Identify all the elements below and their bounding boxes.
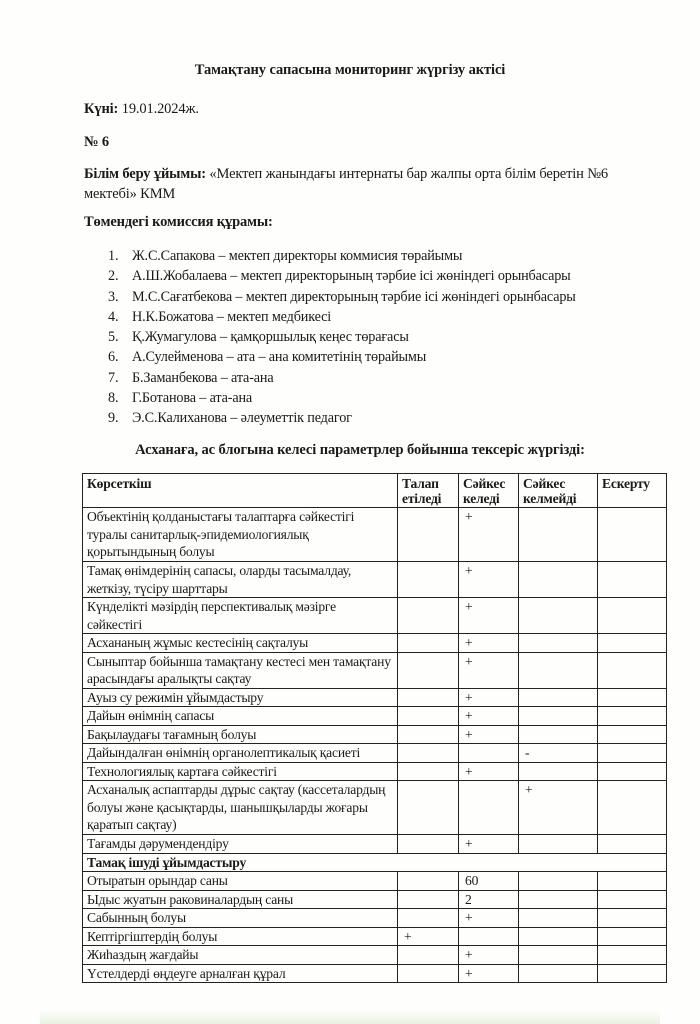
table-row	[83, 688, 667, 707]
member-item	[108, 287, 576, 307]
header-noncompliant: Сәйкес келмейді	[519, 474, 598, 508]
table-row	[83, 762, 667, 781]
required-cell	[398, 652, 459, 688]
table-row	[83, 598, 667, 634]
note-cell	[598, 762, 667, 781]
indicator-cell: Сыныптар бойынша тамақтану кестесі мен тамақтану арасындағы аралықты сақтау	[83, 652, 398, 688]
noncompliant-cell	[519, 872, 598, 891]
member-item	[108, 368, 576, 388]
compliant-cell: +	[459, 562, 519, 598]
indicator-cell: Ыдыс жуатын раковиналардың саны	[83, 890, 398, 909]
date-line	[84, 101, 199, 118]
compliant-cell	[459, 781, 519, 835]
scan-edge-shadow	[40, 1010, 660, 1024]
table-row	[83, 744, 667, 763]
compliant-cell: 60	[459, 872, 519, 891]
indicator-cell: Тағамды дәрумендендіру	[83, 835, 398, 854]
compliant-cell: +	[459, 688, 519, 707]
member-item	[108, 347, 576, 367]
member-number: 1.	[108, 248, 119, 264]
compliant-cell: +	[459, 964, 519, 983]
noncompliant-cell	[519, 927, 598, 946]
noncompliant-cell	[519, 762, 598, 781]
member-item	[108, 246, 576, 266]
required-cell: +	[398, 927, 459, 946]
document-number: № 6	[84, 134, 109, 150]
table-row	[83, 634, 667, 653]
required-cell	[398, 707, 459, 726]
required-cell	[398, 872, 459, 891]
header-required: Талап етіледі	[398, 474, 459, 508]
indicator-cell: Отыратын орындар саны	[83, 872, 398, 891]
required-cell	[398, 890, 459, 909]
required-cell	[398, 762, 459, 781]
required-cell	[398, 964, 459, 983]
indicator-cell: Күнделікті мәзірдің перспективалық мәзірге сәйкестігі	[83, 598, 398, 634]
compliant-cell: +	[459, 598, 519, 634]
indicator-cell: Үстелдерді өңдеуге арналған құрал	[83, 964, 398, 983]
member-number: 9.	[108, 410, 119, 427]
indicator-cell: Асхананың жұмыс кестесінің сақталуы	[83, 634, 398, 653]
noncompliant-cell	[519, 562, 598, 598]
indicator-cell: Кептіргіштердің болуы	[83, 927, 398, 946]
note-cell	[598, 909, 667, 928]
note-cell	[598, 927, 667, 946]
date-value: 19.01.2024ж.	[121, 101, 199, 117]
member-item	[108, 307, 576, 327]
indicator-cell: Технологиялық картаға сәйкестігі	[83, 762, 398, 781]
member-item	[108, 327, 576, 347]
compliant-cell: +	[459, 762, 519, 781]
date-label: Күні:	[84, 101, 119, 117]
compliant-cell: +	[459, 634, 519, 653]
member-number: 4.	[108, 308, 119, 325]
member-text: А.Сулейменова – ата – ана комитетінің төрайымы	[132, 349, 427, 366]
member-text: Э.С.Калиханова – әлеуметтік педагог	[132, 410, 352, 427]
required-cell	[398, 508, 459, 562]
required-cell	[398, 688, 459, 707]
noncompliant-cell	[519, 634, 598, 653]
table-row	[83, 508, 667, 562]
indicator-cell: Бақылаудағы тағамның болуы	[83, 725, 398, 744]
member-number: 2.	[108, 268, 119, 285]
member-item	[108, 388, 576, 408]
noncompliant-cell	[519, 707, 598, 726]
member-text: А.Ш.Жобалаева – мектеп директорының тәрбие ісі жөніндегі орынбасары	[132, 268, 571, 285]
required-cell	[398, 946, 459, 965]
member-item	[108, 266, 576, 286]
member-text: Г.Ботанова – ата-ана	[132, 390, 253, 407]
section-title: Тамақ ішуді ұйымдастыру	[83, 853, 667, 872]
inspection-table	[82, 473, 667, 983]
compliant-cell: +	[459, 909, 519, 928]
note-cell	[598, 508, 667, 562]
table-row	[83, 927, 667, 946]
note-cell	[598, 964, 667, 983]
required-cell	[398, 744, 459, 763]
note-cell	[598, 872, 667, 891]
indicator-cell: Асханалық аспаптарды дұрыс сақтау (кассеталардың болуы және қасықтарды, шанышқыларды жоғары қаратып сақтау)	[83, 781, 398, 835]
compliant-cell: +	[459, 946, 519, 965]
compliant-cell	[459, 744, 519, 763]
member-text: Ж.С.Сапакова – мектеп директоры коммисия төрайымы	[132, 248, 463, 264]
noncompliant-cell	[519, 598, 598, 634]
table-row	[83, 707, 667, 726]
indicator-cell: Жиһаздың жағдайы	[83, 946, 398, 965]
member-text: Қ.Жумагулова – қамқоршылық кеңес төрағасы	[132, 329, 409, 346]
required-cell	[398, 598, 459, 634]
member-number: 6.	[108, 349, 119, 366]
note-cell	[598, 725, 667, 744]
table-row	[83, 872, 667, 891]
required-cell	[398, 835, 459, 854]
required-cell	[398, 909, 459, 928]
noncompliant-cell	[519, 508, 598, 562]
header-compliant: Сәйкес келеді	[459, 474, 519, 508]
member-text: М.С.Сағатбекова – мектеп директорының тәрбие ісі жөніндегі орынбасары	[132, 288, 576, 305]
noncompliant-cell	[519, 835, 598, 854]
note-cell	[598, 652, 667, 688]
compliant-cell: +	[459, 835, 519, 854]
indicator-cell: Сабынның болуы	[83, 909, 398, 928]
header-indicator: Көрсеткіш	[83, 474, 398, 508]
note-cell	[598, 688, 667, 707]
note-cell	[598, 835, 667, 854]
organization-value: «Мектеп жанындағы интернаты бар жалпы орта білім беретін №6 мектебі» КММ	[84, 166, 609, 202]
compliant-cell: 2	[459, 890, 519, 909]
noncompliant-cell: +	[519, 781, 598, 835]
indicator-cell: Ауыз су режимін ұйымдастыру	[83, 688, 398, 707]
table-row	[83, 964, 667, 983]
note-cell	[598, 598, 667, 634]
noncompliant-cell	[519, 725, 598, 744]
compliant-cell: +	[459, 707, 519, 726]
member-item	[108, 408, 576, 428]
note-cell	[598, 890, 667, 909]
noncompliant-cell: -	[519, 744, 598, 763]
compliant-cell: +	[459, 508, 519, 562]
header-note: Ескерту	[598, 474, 667, 508]
member-text: Н.К.Божатова – мектеп медбикесі	[132, 308, 332, 325]
commission-heading: Төмендегі комиссия құрамы:	[84, 214, 273, 230]
member-text: Б.Заманбекова – ата-ана	[132, 369, 274, 386]
noncompliant-cell	[519, 946, 598, 965]
noncompliant-cell	[519, 964, 598, 983]
table-row	[83, 909, 667, 928]
table-row	[83, 946, 667, 965]
note-cell	[598, 781, 667, 835]
table-row	[83, 652, 667, 688]
required-cell	[398, 725, 459, 744]
table-row	[83, 781, 667, 835]
table-row	[83, 835, 667, 854]
member-number: 3.	[108, 288, 119, 305]
compliant-cell	[459, 927, 519, 946]
document-title: Тамақтану сапасына мониторинг жүргізу актісі	[194, 62, 506, 78]
note-cell	[598, 946, 667, 965]
required-cell	[398, 781, 459, 835]
noncompliant-cell	[519, 890, 598, 909]
noncompliant-cell	[519, 909, 598, 928]
indicator-cell: Дайындалған өнімнің органолептикалық қасиеті	[83, 744, 398, 763]
note-cell	[598, 707, 667, 726]
organization-line	[84, 164, 644, 204]
member-number: 7.	[108, 369, 119, 386]
table-row	[83, 725, 667, 744]
commission-members-list	[108, 246, 576, 429]
note-cell	[598, 744, 667, 763]
compliant-cell: +	[459, 725, 519, 744]
required-cell	[398, 562, 459, 598]
indicator-cell: Тамақ өнімдерінің сапасы, оларды тасымалдау, жеткізу, түсіру шарттары	[83, 562, 398, 598]
required-cell	[398, 634, 459, 653]
member-number: 5.	[108, 329, 119, 346]
compliant-cell: +	[459, 652, 519, 688]
noncompliant-cell	[519, 652, 598, 688]
organization-label: Білім беру ұйымы:	[84, 166, 206, 182]
noncompliant-cell	[519, 688, 598, 707]
table-row	[83, 562, 667, 598]
note-cell	[598, 634, 667, 653]
indicator-cell: Дайын өнімнің сапасы	[83, 707, 398, 726]
inspection-heading: Асханаға, ас блогына келесі параметрлер бойынша тексеріс жүргізді:	[135, 442, 585, 458]
section-header-row	[83, 853, 667, 872]
indicator-cell: Объектінің қолданыстағы талаптарға сәйкестігі туралы санитарлық-эпидемиологиялық қорытындының болуы	[83, 508, 398, 562]
member-number: 8.	[108, 390, 119, 407]
table-header-row	[83, 474, 667, 508]
table-row	[83, 890, 667, 909]
note-cell	[598, 562, 667, 598]
